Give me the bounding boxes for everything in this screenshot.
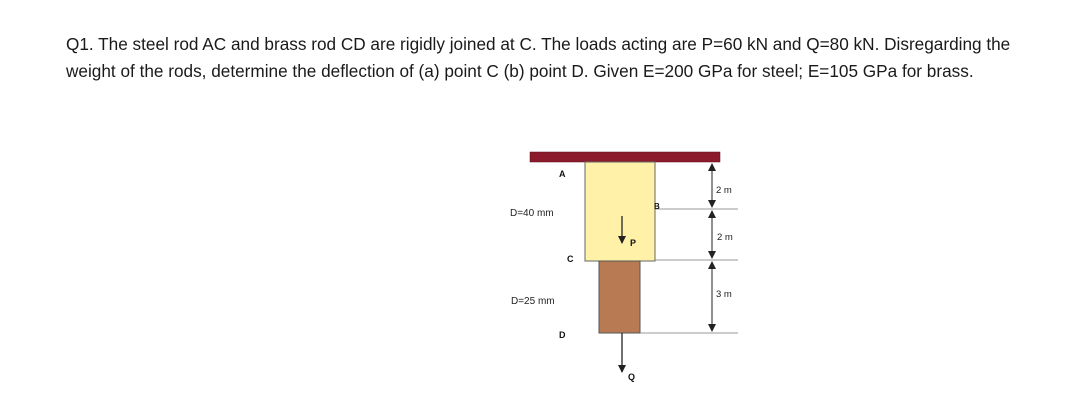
question-text: Q1. The steel rod AC and brass rod CD are rigidly joined at C. The loads acting are P=60 kN and Q=80 kN. Disregarding the weight of the rods, determine the deflection of (a) point C (b) point D. Given E=200 GPa for steel; E=105 GPa for brass. (66, 34, 1011, 81)
label-b: B (654, 202, 660, 211)
label-c: C (567, 254, 574, 264)
label-a: A (559, 169, 566, 179)
fixed-support (530, 152, 720, 162)
dimension-label-ab: 2 m (716, 185, 732, 196)
label-q: Q (628, 372, 636, 382)
brass-rod-cd (599, 261, 640, 333)
steel-rod-ac (585, 162, 655, 261)
label-p: P (630, 238, 637, 248)
dimension-label-cd: 3 m (716, 289, 732, 300)
steel-diameter-label: D=40 mm (510, 208, 554, 219)
dimension-label-bc: 2 m (717, 232, 733, 243)
brass-diameter-label: D=25 mm (511, 296, 555, 307)
label-d: D (559, 330, 566, 340)
